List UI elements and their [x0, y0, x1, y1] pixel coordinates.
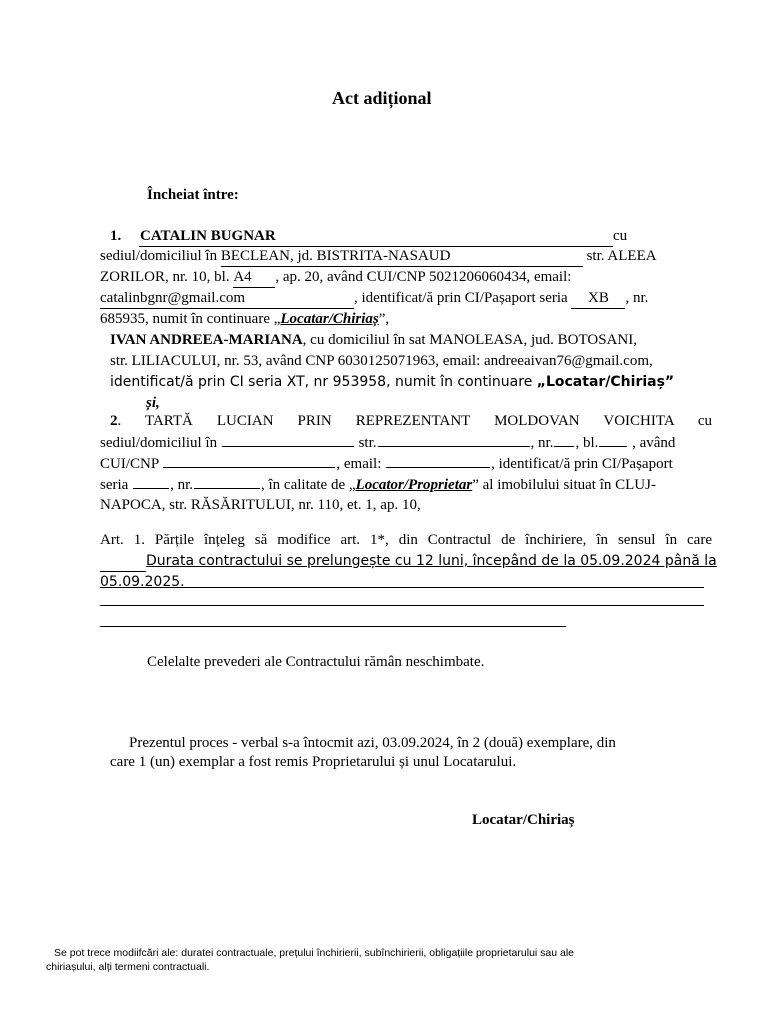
article-indent-line — [100, 554, 146, 572]
party2-capacity: , în calitate de „ — [261, 477, 356, 493]
party2-role: Locator/Proprietar — [355, 477, 473, 493]
party2-having: , având — [632, 435, 676, 451]
party2-line5: NAPOCA, str. RĂSĂRITULUI, nr. 110, et. 1, ap. 10, — [100, 497, 421, 513]
party1-id-text: , identificat/ă prin CI/Pașaport seria — [354, 290, 568, 306]
party2-domicile-label: sediul/domiciliul în — [100, 435, 218, 451]
party1-bl-value: A4 — [233, 269, 252, 285]
intro-text: Încheiat între: — [147, 187, 239, 203]
party2-email-blank — [386, 453, 490, 468]
article-line2 — [100, 551, 717, 572]
party2-cui-label: CUI/CNP — [100, 456, 159, 472]
party1b-and: și, — [146, 395, 160, 411]
article-line1 — [100, 530, 712, 551]
party1b-line1-rest: , cu domiciliul în sat MANOLEASA, jud. BOTOSANI, — [302, 332, 637, 348]
party2-domicile-blank — [222, 432, 354, 447]
party1-ap-cui: , ap. 20, având CUI/CNP 5021206060434, email: — [275, 269, 572, 285]
party1-bl-field — [233, 268, 275, 288]
article-line3-text: 05.09.2025. — [100, 574, 185, 590]
article-line2-text: Durata contractului se prelungește cu 12 luni, începând de la 05.09.2024 până la — [146, 553, 717, 569]
party1b-name: IVAN ANDREEA-MARIANA — [110, 332, 303, 348]
closing-line1: Prezentul proces - verbal s-a întocmit azi, 03.09.2024, în 2 (două) exemplare, din — [129, 735, 616, 751]
article-fill-line-2 — [100, 605, 704, 606]
party2-series-blank — [133, 474, 169, 489]
party1-line2 — [100, 246, 657, 267]
party1b-line3 — [110, 372, 674, 393]
party2-bl-label: , bl. — [575, 435, 599, 451]
party1-domicile-label: sediul/domiciliul în — [100, 248, 218, 264]
party1b-role: „Locatar/Chiriaș” — [536, 374, 675, 390]
party1-series-field — [571, 289, 625, 309]
party2-nr-label: , nr. — [530, 435, 554, 451]
party1-line4 — [100, 288, 648, 309]
party1-domicile-value: BECLEAN, jd. BISTRITA-NASAUD — [220, 248, 451, 264]
article-line3 — [100, 572, 185, 593]
closing-line2: care 1 (un) exemplar a fost remis Proprietarului și unul Locatarului. — [110, 754, 517, 770]
party2-number: 2 — [110, 413, 118, 429]
party1-street-cont: ZORILOR, nr. 10, bl. — [100, 269, 230, 285]
article-fill-line-3 — [100, 626, 566, 627]
party2-line1 — [110, 411, 712, 432]
party1-domicile-field — [221, 247, 583, 267]
party1-line5 — [100, 309, 389, 330]
party1-series: XB — [588, 290, 609, 306]
party2-line4 — [100, 474, 656, 496]
party2-nr2-blank — [194, 474, 260, 489]
party1-nr-value-cont: 685935, numit în continuare „ — [100, 311, 281, 327]
party2-series-label: seria — [100, 477, 129, 493]
article-line1-text: Art. 1. Părțile înțeleg să modifice art. 1*, din Contractul de închiriere, în sensul în care — [100, 532, 712, 548]
party2-line1-text: . TARTĂ LUCIAN PRIN REPREZENTANT MOLDOVAN VOICHITA cu — [117, 413, 712, 429]
party1-street-label: str. ALEEA — [586, 248, 657, 264]
footnote-line2: chiriașului, alți termeni contractuali. — [46, 961, 210, 973]
other-provisions: Celelalte prevederi ale Contractului rămân neschimbate. — [147, 654, 485, 670]
signature-label: Locatar/Chiriaș — [472, 812, 575, 828]
party1b-line3-start: identificat/ă prin CI seria XT, nr 953958, numit în continuare — [110, 374, 537, 390]
party1-line3 — [100, 267, 571, 288]
party1-email: catalinbgnr@gmail.com — [100, 290, 246, 306]
party1-cu: cu — [613, 228, 628, 244]
party2-nr-blank — [554, 432, 574, 447]
party1-number: 1. — [110, 228, 122, 244]
party2-bl-blank — [599, 432, 627, 447]
party1-email-field — [100, 289, 354, 309]
party1-role-close: ”, — [378, 311, 390, 327]
party1b-line2: str. LILIACULUI, nr. 53, având CNP 6030125071963, email: andreeaivan76@gmail.com, — [110, 353, 653, 369]
party2-street-blank — [378, 432, 530, 447]
party2-line2 — [100, 432, 675, 454]
party2-nr2-label: , nr. — [170, 477, 193, 493]
party2-cui-blank — [163, 453, 335, 468]
party1-nr-label: , nr. — [625, 290, 649, 306]
party2-id-text: , identificat/ă prin CI/Pașaport — [491, 456, 673, 472]
party1-role: Locatar/Chiriaș — [280, 311, 379, 327]
party2-street-label: str. — [358, 435, 377, 451]
party2-email-label: , email: — [336, 456, 382, 472]
article-fill-line-1 — [184, 587, 704, 588]
party1-line1 — [110, 226, 627, 247]
document-title: Act adițional — [332, 88, 432, 108]
party1-name-field — [139, 227, 613, 247]
footnote-line1: Se pot trece modiifcări ale: duratei contractuale, prețului închirierii, subînchirierii, obligațiile proprietarului sau ale — [54, 947, 575, 959]
party1-name: CATALIN BUGNAR — [140, 228, 276, 244]
party1b-line1 — [110, 330, 637, 351]
party2-line3 — [100, 453, 673, 475]
party2-property: ” al imobilului situat în CLUJ- — [472, 477, 656, 493]
